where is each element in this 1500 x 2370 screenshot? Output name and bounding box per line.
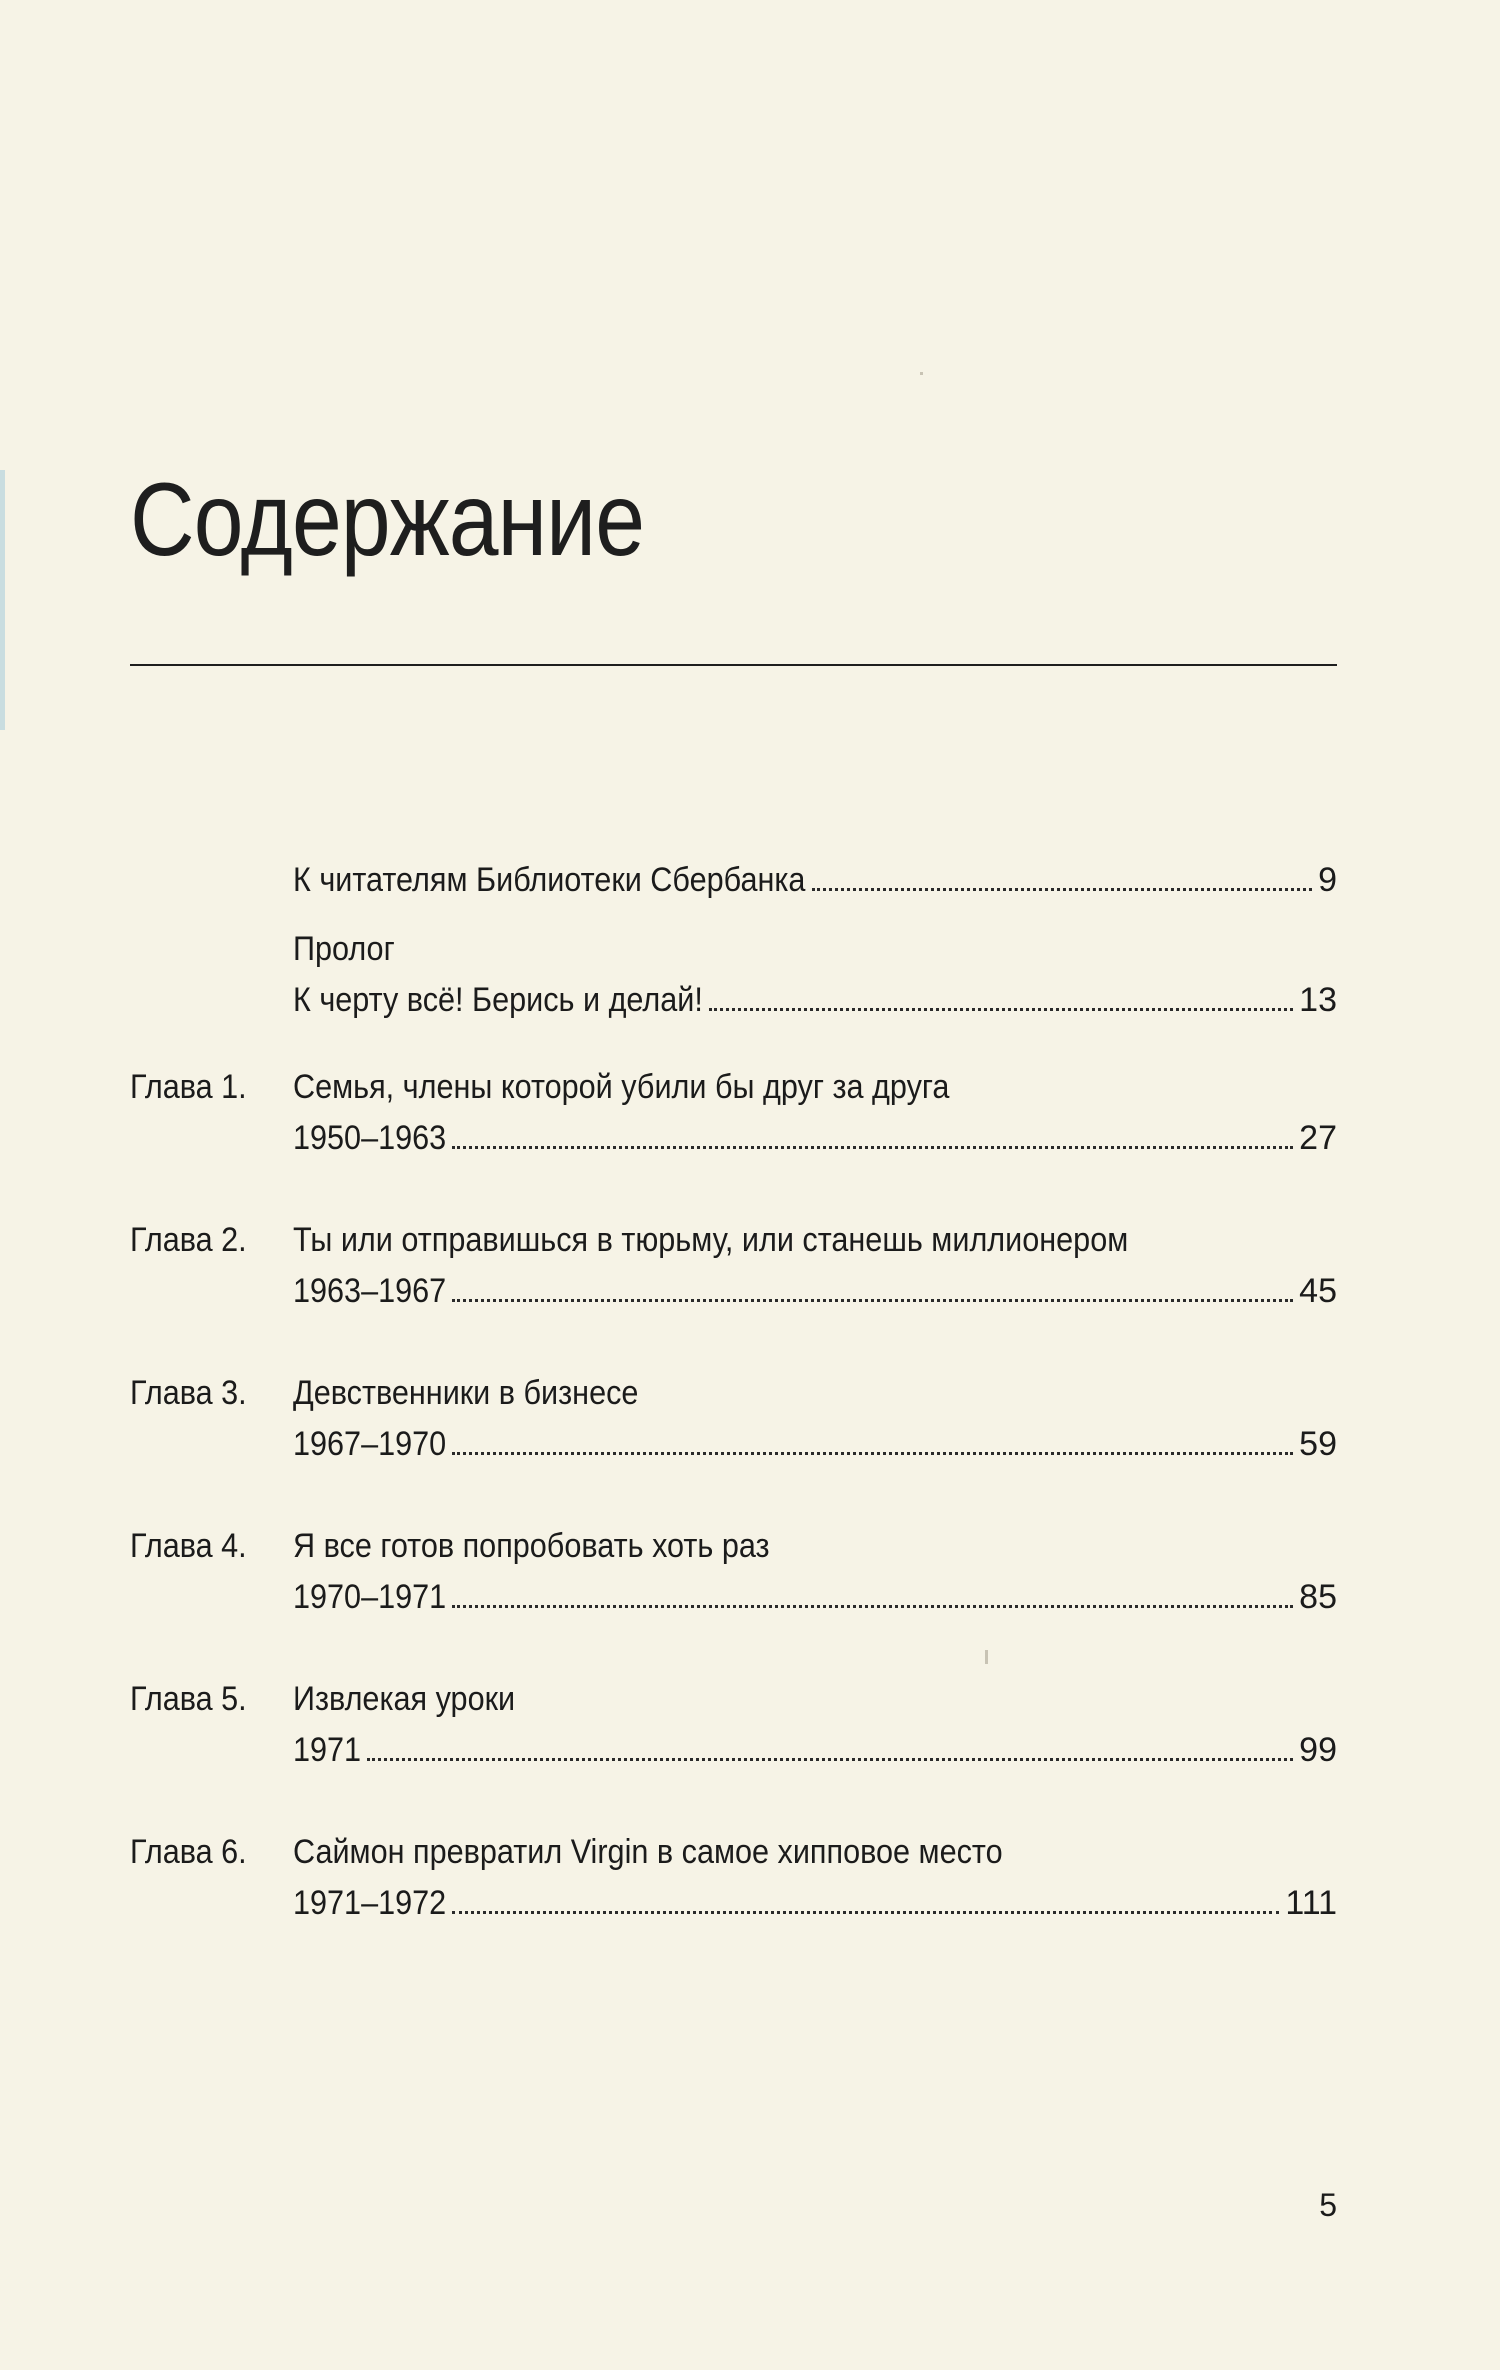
chapter-label: Глава 2. [130, 1221, 247, 1259]
toc-entry-line [130, 975, 1337, 1026]
dot-leader [452, 1145, 1293, 1149]
dot-leader [367, 1757, 1293, 1761]
page-reference: 45 [1299, 1272, 1337, 1310]
page-title: Содержание [130, 462, 645, 578]
page-reference: 59 [1299, 1425, 1337, 1463]
toc-entry [130, 1674, 1337, 1776]
toc-entry [130, 924, 1337, 1026]
dot-leader [452, 1298, 1293, 1302]
dot-leader [709, 1007, 1293, 1011]
entry-title: 1967–1970 [293, 1425, 447, 1463]
scan-speck [920, 372, 923, 375]
toc-entry-line [130, 1878, 1337, 1929]
chapter-label: Глава 4. [130, 1527, 247, 1565]
toc-entry-line [130, 855, 1337, 906]
entry-title: Извлекая уроки [293, 1680, 516, 1718]
toc-entry-line [130, 1266, 1337, 1317]
toc-entry-line [130, 924, 1337, 975]
entry-title: Ты или отправишься в тюрьму, или станешь миллионером [293, 1221, 1129, 1259]
toc-entry [130, 1368, 1337, 1470]
table-of-contents [130, 855, 1337, 1929]
page-reference: 27 [1299, 1119, 1337, 1157]
page-reference: 99 [1299, 1731, 1337, 1769]
entry-title: 1971–1972 [293, 1884, 447, 1922]
page-reference: 9 [1318, 861, 1337, 899]
entry-title: Семья, члены которой убили бы друг за друга [293, 1068, 950, 1106]
toc-entry-line [130, 1572, 1337, 1623]
entry-title: Я все готов попробовать хоть раз [293, 1527, 770, 1565]
entry-title: К черту всё! Берись и делай! [293, 981, 703, 1019]
toc-entry [130, 855, 1337, 906]
entry-title: 1970–1971 [293, 1578, 447, 1616]
dot-leader [452, 1451, 1293, 1455]
dot-leader [452, 1910, 1279, 1914]
page-reference: 13 [1299, 981, 1337, 1019]
page-number: 5 [1319, 2187, 1337, 2223]
chapter-label: Глава 3. [130, 1374, 247, 1412]
toc-entry [130, 1827, 1337, 1929]
toc-entry-line [130, 1827, 1337, 1878]
toc-entry-line [130, 1368, 1337, 1419]
chapter-label: Глава 5. [130, 1680, 247, 1718]
entry-title: 1950–1963 [293, 1119, 447, 1157]
entry-title: Пролог [293, 930, 395, 968]
title-rule [130, 664, 1337, 666]
toc-entry-line [130, 1419, 1337, 1470]
page-reference: 85 [1299, 1578, 1337, 1616]
toc-entry [130, 1062, 1337, 1164]
toc-entry-line [130, 1725, 1337, 1776]
toc-entry [130, 1215, 1337, 1317]
chapter-label: Глава 1. [130, 1068, 247, 1106]
toc-entry-line [130, 1062, 1337, 1113]
page-edge-tint [0, 470, 5, 730]
toc-entry-line [130, 1215, 1337, 1266]
entry-title: Саймон превратил Virgin в самое хипповое место [293, 1833, 1003, 1871]
page-reference: 111 [1285, 1884, 1337, 1922]
scan-speck [985, 1650, 988, 1664]
toc-entry-line [130, 1521, 1337, 1572]
chapter-label: Глава 6. [130, 1833, 247, 1871]
entry-title: 1971 [293, 1731, 362, 1769]
entry-title: Девственники в бизнесе [293, 1374, 639, 1412]
toc-entry-line [130, 1113, 1337, 1164]
entry-title: К читателям Библиотеки Сбербанка [293, 861, 806, 899]
dot-leader [812, 887, 1312, 891]
toc-entry [130, 1521, 1337, 1623]
entry-title: 1963–1967 [293, 1272, 447, 1310]
toc-entry-line [130, 1674, 1337, 1725]
dot-leader [452, 1604, 1293, 1608]
